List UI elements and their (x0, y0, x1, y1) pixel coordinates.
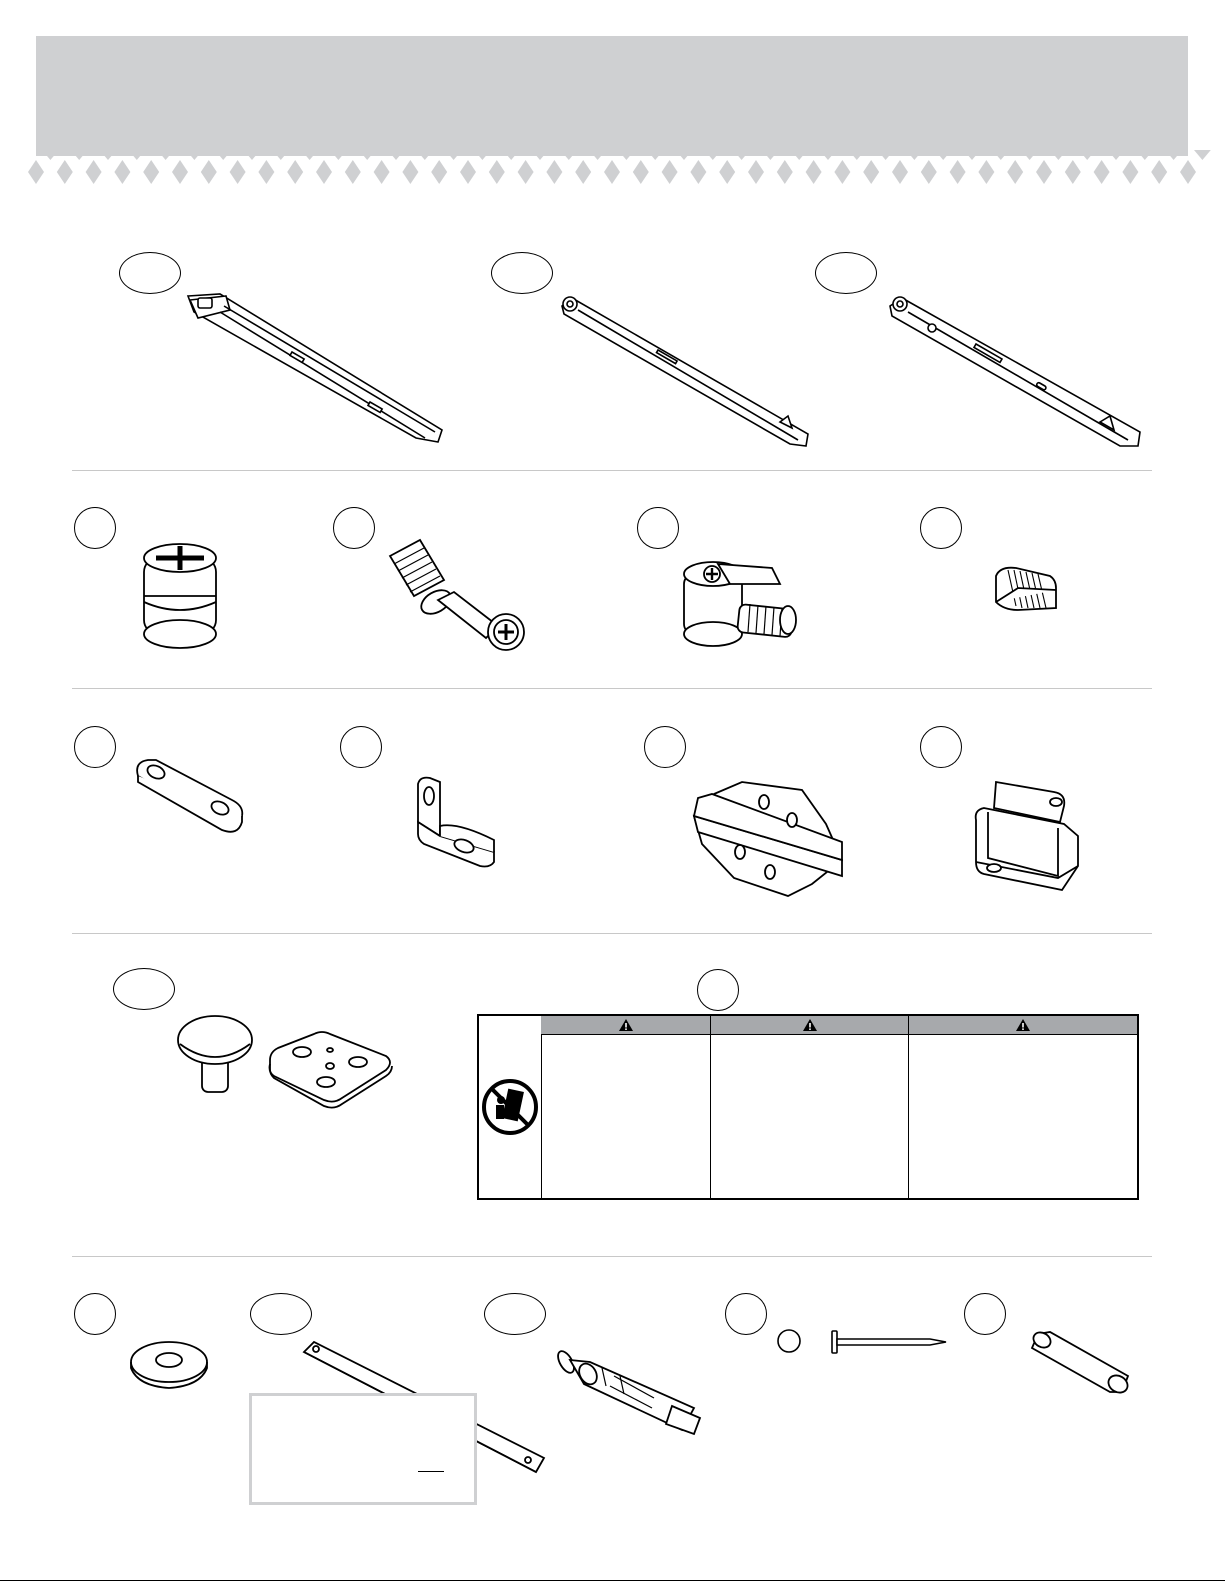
header-diamond (719, 160, 735, 184)
nail-icon (830, 1330, 950, 1356)
part-label-wall-anchor (484, 1293, 546, 1335)
header-diamond (575, 160, 591, 184)
cam-lock-icon (140, 540, 220, 654)
header-diamond (143, 160, 159, 184)
section-divider (72, 470, 1152, 471)
part-label-cam-bolt (333, 507, 375, 549)
header-diamond (1094, 160, 1110, 184)
header-diamond (863, 160, 879, 184)
knob-base-plate-icon (266, 1030, 396, 1104)
header-diamond (28, 160, 44, 184)
header-diamond (806, 160, 822, 184)
header-diamond (1036, 160, 1052, 184)
header-diamond (1122, 160, 1138, 184)
header-diamond (374, 160, 390, 184)
header-diamond (402, 160, 418, 184)
header-diamond (834, 160, 850, 184)
header-diamond (604, 160, 620, 184)
warning-triangle-icon (802, 1018, 818, 1032)
nail-head-view-icon (776, 1328, 802, 1354)
header-diamond (1151, 160, 1167, 184)
header-diamond (978, 160, 994, 184)
header-diamond (921, 160, 937, 184)
header-diamond-border (36, 150, 1188, 192)
header-diamond (1007, 160, 1023, 184)
strap-note-box (249, 1393, 477, 1505)
page-bottom-rule (0, 1580, 1225, 1581)
header-diamond (1065, 160, 1081, 184)
part-label-washer (74, 1293, 116, 1335)
part-label-drawer-slide-a (119, 252, 181, 294)
anti-tip-warning-label (477, 1014, 1139, 1200)
part-label-panel-clip-a (644, 726, 686, 768)
header-diamond (114, 160, 130, 184)
header-diamond (892, 160, 908, 184)
part-label-l-bracket (340, 726, 382, 768)
warning-triangle-icon (618, 1018, 634, 1032)
header-diamond (201, 160, 217, 184)
header-diamond (633, 160, 649, 184)
warning-column-3-text (909, 1035, 1137, 1047)
header-diamond (345, 160, 361, 184)
knob-icon (176, 1014, 256, 1096)
washer-icon (128, 1334, 210, 1388)
part-label-warning-label (697, 969, 739, 1011)
part-label-nail (725, 1293, 767, 1335)
cam-connector-icon (680, 560, 810, 660)
header-diamond (460, 160, 476, 184)
flat-plate-icon (134, 756, 246, 832)
part-label-panel-clip-b (920, 726, 962, 768)
cam-bolt-icon (380, 536, 530, 656)
no-climbing-icon (481, 1078, 539, 1136)
header-diamond (546, 160, 562, 184)
section-divider (72, 688, 1152, 689)
header-diamond (287, 160, 303, 184)
header-diamond (950, 160, 966, 184)
drawer-slide-c-icon (888, 294, 1148, 450)
warning-column-3 (909, 1016, 1137, 1198)
l-bracket-icon (414, 774, 500, 870)
header-diamond (1180, 160, 1196, 184)
header-diamond (489, 160, 505, 184)
header-diamond (777, 160, 793, 184)
part-label-cam-connector (637, 507, 679, 549)
warning-column-2-heading (711, 1016, 908, 1035)
header-diamond (172, 160, 188, 184)
part-label-drawer-slide-c (815, 252, 877, 294)
dowel-icon (1030, 1330, 1134, 1396)
warning-column-2 (711, 1016, 909, 1198)
header-diamond (748, 160, 764, 184)
part-label-knob-and-plate (113, 968, 175, 1010)
header-diamond-notch (1194, 150, 1211, 160)
part-label-flat-plate (74, 726, 116, 768)
section-divider (72, 1256, 1152, 1257)
part-label-shelf-clip (920, 507, 962, 549)
part-label-drawer-slide-b (491, 252, 553, 294)
header-diamond (57, 160, 73, 184)
part-label-dowel (964, 1293, 1006, 1335)
warning-column-1-text (541, 1035, 710, 1047)
header-diamond (258, 160, 274, 184)
panel-clip-b-icon (974, 778, 1088, 894)
warning-column-1 (541, 1016, 711, 1198)
header-diamond (86, 160, 102, 184)
panel-clip-a-icon (692, 780, 852, 902)
drawer-slide-b-icon (558, 294, 818, 450)
warning-triangle-icon (1015, 1018, 1031, 1032)
header-diamond (431, 160, 447, 184)
part-label-strap (250, 1293, 312, 1335)
header-diamond (690, 160, 706, 184)
warning-column-3-heading (909, 1016, 1137, 1035)
drawer-slide-a-icon (180, 290, 450, 450)
warning-column-2-text (711, 1035, 908, 1047)
header-diamond (662, 160, 678, 184)
part-label-cam-lock (74, 507, 116, 549)
header-diamond (316, 160, 332, 184)
header-diamond (518, 160, 534, 184)
shelf-clip-icon (990, 562, 1062, 618)
warning-symbol-cell (479, 1016, 542, 1198)
warning-column-1-heading (541, 1016, 710, 1035)
header-diamond (230, 160, 246, 184)
page-header-band (36, 36, 1188, 154)
note-underline (418, 1471, 444, 1472)
section-divider (72, 933, 1152, 934)
wall-anchor-icon (554, 1346, 704, 1436)
